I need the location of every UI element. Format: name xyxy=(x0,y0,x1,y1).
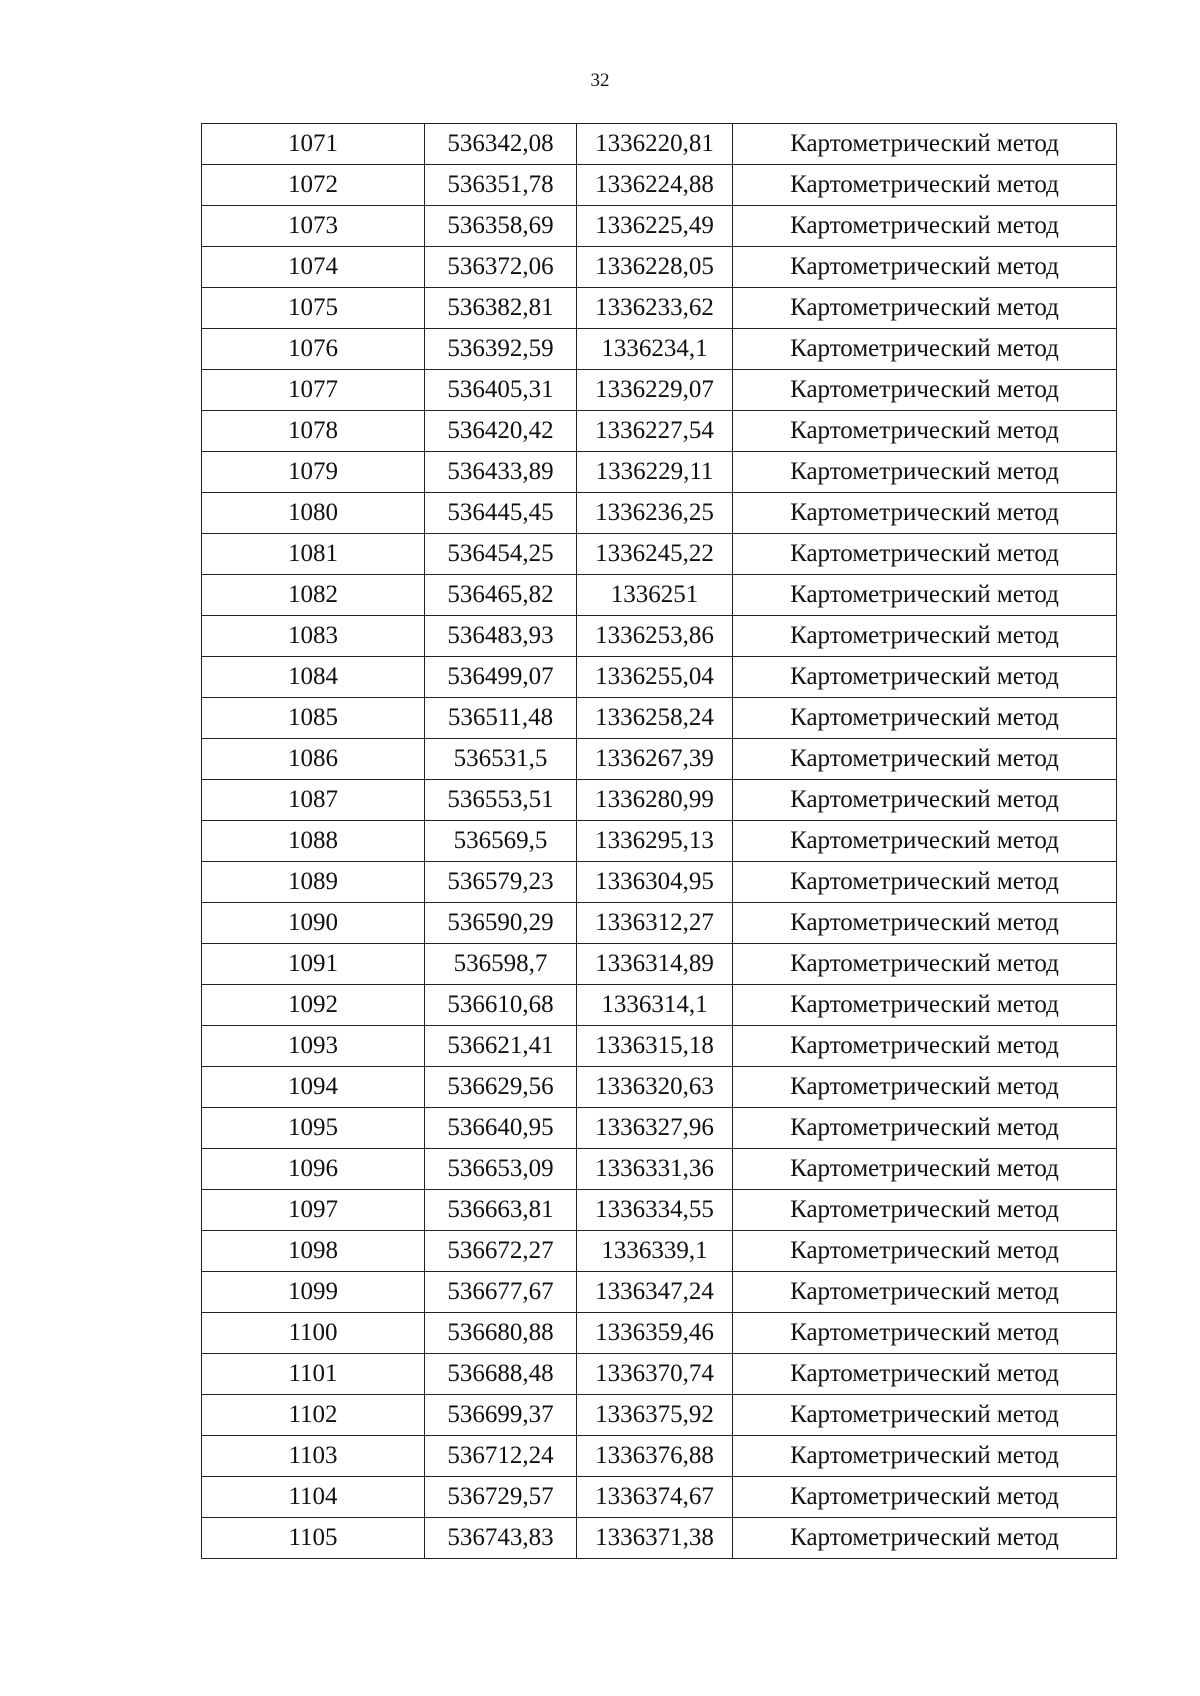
point-number-cell: 1101 xyxy=(202,1354,425,1395)
table-row xyxy=(202,1518,1117,1559)
y-coordinate-cell: 1336374,67 xyxy=(577,1477,733,1518)
y-coordinate-cell: 1336229,11 xyxy=(577,452,733,493)
x-coordinate-cell: 536629,56 xyxy=(425,1067,577,1108)
x-coordinate-cell: 536351,78 xyxy=(425,165,577,206)
y-coordinate-cell: 1336255,04 xyxy=(577,657,733,698)
x-coordinate-cell: 536372,06 xyxy=(425,247,577,288)
table-row xyxy=(202,288,1117,329)
method-cell: Картометрический метод xyxy=(733,206,1117,247)
x-coordinate-cell: 536598,7 xyxy=(425,944,577,985)
x-coordinate-cell: 536579,23 xyxy=(425,862,577,903)
method-cell: Картометрический метод xyxy=(733,862,1117,903)
x-coordinate-cell: 536712,24 xyxy=(425,1436,577,1477)
y-coordinate-cell: 1336229,07 xyxy=(577,370,733,411)
x-coordinate-cell: 536358,69 xyxy=(425,206,577,247)
method-cell: Картометрический метод xyxy=(733,1108,1117,1149)
y-coordinate-cell: 1336312,27 xyxy=(577,903,733,944)
method-cell: Картометрический метод xyxy=(733,903,1117,944)
table-row xyxy=(202,698,1117,739)
point-number-cell: 1075 xyxy=(202,288,425,329)
point-number-cell: 1094 xyxy=(202,1067,425,1108)
point-number-cell: 1097 xyxy=(202,1190,425,1231)
table-row xyxy=(202,780,1117,821)
method-cell: Картометрический метод xyxy=(733,1149,1117,1190)
x-coordinate-cell: 536672,27 xyxy=(425,1231,577,1272)
x-coordinate-cell: 536405,31 xyxy=(425,370,577,411)
table-row xyxy=(202,944,1117,985)
x-coordinate-cell: 536420,42 xyxy=(425,411,577,452)
y-coordinate-cell: 1336320,63 xyxy=(577,1067,733,1108)
table-row xyxy=(202,862,1117,903)
y-coordinate-cell: 1336258,24 xyxy=(577,698,733,739)
x-coordinate-cell: 536392,59 xyxy=(425,329,577,370)
y-coordinate-cell: 1336370,74 xyxy=(577,1354,733,1395)
y-coordinate-cell: 1336331,36 xyxy=(577,1149,733,1190)
table-row xyxy=(202,616,1117,657)
table-row xyxy=(202,1026,1117,1067)
y-coordinate-cell: 1336375,92 xyxy=(577,1395,733,1436)
point-number-cell: 1077 xyxy=(202,370,425,411)
method-cell: Картометрический метод xyxy=(733,1313,1117,1354)
method-cell: Картометрический метод xyxy=(733,1518,1117,1559)
method-cell: Картометрический метод xyxy=(733,247,1117,288)
method-cell: Картометрический метод xyxy=(733,616,1117,657)
point-number-cell: 1082 xyxy=(202,575,425,616)
y-coordinate-cell: 1336233,62 xyxy=(577,288,733,329)
table-row xyxy=(202,452,1117,493)
method-cell: Картометрический метод xyxy=(733,1231,1117,1272)
point-number-cell: 1104 xyxy=(202,1477,425,1518)
y-coordinate-cell: 1336227,54 xyxy=(577,411,733,452)
x-coordinate-cell: 536663,81 xyxy=(425,1190,577,1231)
method-cell: Картометрический метод xyxy=(733,329,1117,370)
point-number-cell: 1085 xyxy=(202,698,425,739)
method-cell: Картометрический метод xyxy=(733,575,1117,616)
table-row xyxy=(202,575,1117,616)
table-row xyxy=(202,1313,1117,1354)
table-row xyxy=(202,1108,1117,1149)
x-coordinate-cell: 536465,82 xyxy=(425,575,577,616)
x-coordinate-cell: 536454,25 xyxy=(425,534,577,575)
y-coordinate-cell: 1336245,22 xyxy=(577,534,733,575)
point-number-cell: 1105 xyxy=(202,1518,425,1559)
y-coordinate-cell: 1336236,25 xyxy=(577,493,733,534)
point-number-cell: 1086 xyxy=(202,739,425,780)
x-coordinate-cell: 536445,45 xyxy=(425,493,577,534)
point-number-cell: 1089 xyxy=(202,862,425,903)
y-coordinate-cell: 1336225,49 xyxy=(577,206,733,247)
method-cell: Картометрический метод xyxy=(733,124,1117,165)
y-coordinate-cell: 1336280,99 xyxy=(577,780,733,821)
point-number-cell: 1081 xyxy=(202,534,425,575)
x-coordinate-cell: 536729,57 xyxy=(425,1477,577,1518)
point-number-cell: 1099 xyxy=(202,1272,425,1313)
y-coordinate-cell: 1336314,89 xyxy=(577,944,733,985)
table-row xyxy=(202,165,1117,206)
x-coordinate-cell: 536610,68 xyxy=(425,985,577,1026)
method-cell: Картометрический метод xyxy=(733,411,1117,452)
method-cell: Картометрический метод xyxy=(733,1477,1117,1518)
method-cell: Картометрический метод xyxy=(733,657,1117,698)
table-row xyxy=(202,1231,1117,1272)
method-cell: Картометрический метод xyxy=(733,1436,1117,1477)
y-coordinate-cell: 1336334,55 xyxy=(577,1190,733,1231)
method-cell: Картометрический метод xyxy=(733,165,1117,206)
y-coordinate-cell: 1336267,39 xyxy=(577,739,733,780)
table-row xyxy=(202,329,1117,370)
y-coordinate-cell: 1336339,1 xyxy=(577,1231,733,1272)
point-number-cell: 1084 xyxy=(202,657,425,698)
table-row xyxy=(202,411,1117,452)
table-row xyxy=(202,206,1117,247)
method-cell: Картометрический метод xyxy=(733,370,1117,411)
point-number-cell: 1088 xyxy=(202,821,425,862)
point-number-cell: 1096 xyxy=(202,1149,425,1190)
x-coordinate-cell: 536483,93 xyxy=(425,616,577,657)
y-coordinate-cell: 1336228,05 xyxy=(577,247,733,288)
y-coordinate-cell: 1336234,1 xyxy=(577,329,733,370)
table-row xyxy=(202,985,1117,1026)
x-coordinate-cell: 536640,95 xyxy=(425,1108,577,1149)
x-coordinate-cell: 536499,07 xyxy=(425,657,577,698)
y-coordinate-cell: 1336347,24 xyxy=(577,1272,733,1313)
x-coordinate-cell: 536688,48 xyxy=(425,1354,577,1395)
method-cell: Картометрический метод xyxy=(733,739,1117,780)
table-row xyxy=(202,534,1117,575)
method-cell: Картометрический метод xyxy=(733,288,1117,329)
table-row xyxy=(202,124,1117,165)
point-number-cell: 1103 xyxy=(202,1436,425,1477)
x-coordinate-cell: 536699,37 xyxy=(425,1395,577,1436)
method-cell: Картометрический метод xyxy=(733,698,1117,739)
y-coordinate-cell: 1336224,88 xyxy=(577,165,733,206)
table-row xyxy=(202,739,1117,780)
point-number-cell: 1080 xyxy=(202,493,425,534)
method-cell: Картометрический метод xyxy=(733,985,1117,1026)
method-cell: Картометрический метод xyxy=(733,821,1117,862)
table-row xyxy=(202,247,1117,288)
point-number-cell: 1098 xyxy=(202,1231,425,1272)
x-coordinate-cell: 536511,48 xyxy=(425,698,577,739)
table-row xyxy=(202,1395,1117,1436)
x-coordinate-cell: 536677,67 xyxy=(425,1272,577,1313)
x-coordinate-cell: 536743,83 xyxy=(425,1518,577,1559)
method-cell: Картометрический метод xyxy=(733,493,1117,534)
method-cell: Картометрический метод xyxy=(733,1190,1117,1231)
table-row xyxy=(202,1149,1117,1190)
table-row xyxy=(202,657,1117,698)
point-number-cell: 1073 xyxy=(202,206,425,247)
point-number-cell: 1079 xyxy=(202,452,425,493)
x-coordinate-cell: 536653,09 xyxy=(425,1149,577,1190)
x-coordinate-cell: 536433,89 xyxy=(425,452,577,493)
y-coordinate-cell: 1336315,18 xyxy=(577,1026,733,1067)
method-cell: Картометрический метод xyxy=(733,1354,1117,1395)
point-number-cell: 1102 xyxy=(202,1395,425,1436)
table-row xyxy=(202,1477,1117,1518)
x-coordinate-cell: 536621,41 xyxy=(425,1026,577,1067)
point-number-cell: 1093 xyxy=(202,1026,425,1067)
method-cell: Картометрический метод xyxy=(733,1067,1117,1108)
y-coordinate-cell: 1336304,95 xyxy=(577,862,733,903)
point-number-cell: 1087 xyxy=(202,780,425,821)
method-cell: Картометрический метод xyxy=(733,452,1117,493)
table-row xyxy=(202,1067,1117,1108)
point-number-cell: 1092 xyxy=(202,985,425,1026)
y-coordinate-cell: 1336295,13 xyxy=(577,821,733,862)
point-number-cell: 1090 xyxy=(202,903,425,944)
point-number-cell: 1100 xyxy=(202,1313,425,1354)
table-row xyxy=(202,821,1117,862)
method-cell: Картометрический метод xyxy=(733,1026,1117,1067)
point-number-cell: 1071 xyxy=(202,124,425,165)
y-coordinate-cell: 1336371,38 xyxy=(577,1518,733,1559)
y-coordinate-cell: 1336251 xyxy=(577,575,733,616)
y-coordinate-cell: 1336376,88 xyxy=(577,1436,733,1477)
point-number-cell: 1091 xyxy=(202,944,425,985)
y-coordinate-cell: 1336253,86 xyxy=(577,616,733,657)
x-coordinate-cell: 536382,81 xyxy=(425,288,577,329)
y-coordinate-cell: 1336314,1 xyxy=(577,985,733,1026)
point-number-cell: 1078 xyxy=(202,411,425,452)
coordinates-table-body xyxy=(202,124,1117,1559)
table-row xyxy=(202,903,1117,944)
point-number-cell: 1072 xyxy=(202,165,425,206)
point-number-cell: 1076 xyxy=(202,329,425,370)
x-coordinate-cell: 536680,88 xyxy=(425,1313,577,1354)
page-number: 32 xyxy=(590,70,610,91)
method-cell: Картометрический метод xyxy=(733,1272,1117,1313)
method-cell: Картометрический метод xyxy=(733,780,1117,821)
table-row xyxy=(202,1272,1117,1313)
x-coordinate-cell: 536342,08 xyxy=(425,124,577,165)
x-coordinate-cell: 536531,5 xyxy=(425,739,577,780)
method-cell: Картометрический метод xyxy=(733,1395,1117,1436)
coordinates-table xyxy=(201,123,1117,1559)
table-row xyxy=(202,1436,1117,1477)
y-coordinate-cell: 1336220,81 xyxy=(577,124,733,165)
y-coordinate-cell: 1336327,96 xyxy=(577,1108,733,1149)
table-row xyxy=(202,1354,1117,1395)
point-number-cell: 1074 xyxy=(202,247,425,288)
method-cell: Картометрический метод xyxy=(733,944,1117,985)
x-coordinate-cell: 536569,5 xyxy=(425,821,577,862)
table-row xyxy=(202,493,1117,534)
x-coordinate-cell: 536553,51 xyxy=(425,780,577,821)
point-number-cell: 1083 xyxy=(202,616,425,657)
point-number-cell: 1095 xyxy=(202,1108,425,1149)
table-row xyxy=(202,1190,1117,1231)
method-cell: Картометрический метод xyxy=(733,534,1117,575)
table-row xyxy=(202,370,1117,411)
x-coordinate-cell: 536590,29 xyxy=(425,903,577,944)
y-coordinate-cell: 1336359,46 xyxy=(577,1313,733,1354)
